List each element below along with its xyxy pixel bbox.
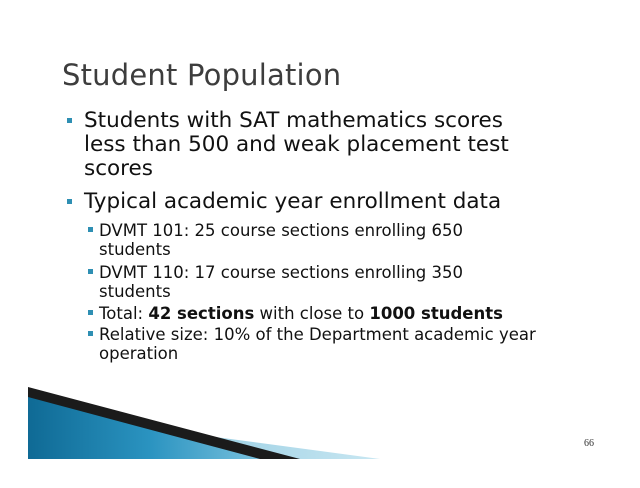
total-prefix: Total: <box>99 304 149 323</box>
bullet-text-line: Students with SAT mathematics scores <box>84 108 503 133</box>
page-number: 66 <box>584 438 594 449</box>
sub-bullet-text-line: DVMT 101: 25 course sections enrolling 650 <box>99 221 464 240</box>
square-bullet-icon <box>88 310 93 315</box>
square-bullet-icon <box>67 118 72 123</box>
sub-bullet-text-line: students <box>99 282 171 301</box>
decorative-wedge-graphic <box>0 380 420 470</box>
square-bullet-icon <box>88 269 93 274</box>
bullet-text-line: Typical academic year enrollment data <box>84 189 502 214</box>
bullet-text-line: scores <box>84 156 153 181</box>
square-bullet-icon <box>88 331 93 336</box>
sub-bullet-text-line: operation <box>99 344 179 363</box>
total-middle: with close to <box>254 304 370 323</box>
sub-bullet-text-line: students <box>99 240 171 259</box>
bullet-text-line: less than 500 and weak placement test <box>84 132 509 157</box>
sub-bullet-text-line <box>99 303 503 324</box>
slide-title: Student Population <box>62 58 342 92</box>
total-sections: 42 sections <box>148 304 255 323</box>
sub-bullet-text-line: DVMT 110: 17 course sections enrolling 350 <box>99 263 464 282</box>
total-students: 1000 students <box>369 304 503 323</box>
sub-bullet-text-line: Relative size: 10% of the Department academic year <box>99 325 536 344</box>
square-bullet-icon <box>88 227 93 232</box>
square-bullet-icon <box>67 199 72 204</box>
